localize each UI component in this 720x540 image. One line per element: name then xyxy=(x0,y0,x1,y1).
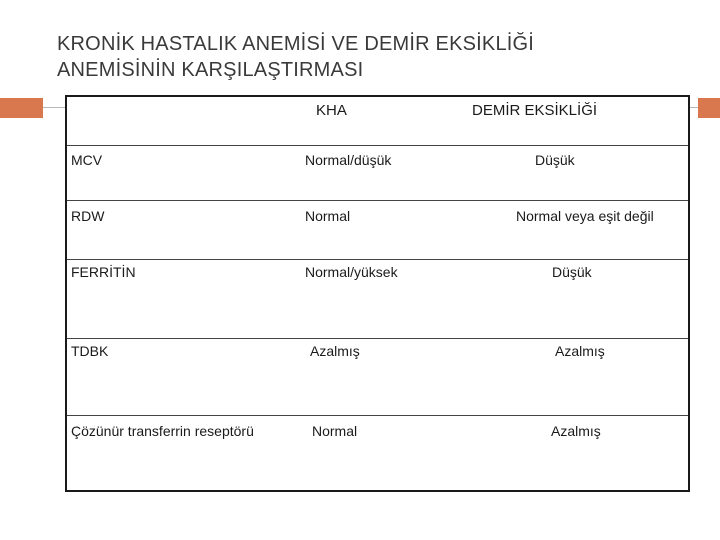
row-divider xyxy=(67,259,688,260)
cell-rdw-iron: Normal veya eşit değil xyxy=(516,208,654,224)
row-label-tdbk: TDBK xyxy=(71,343,109,359)
cell-mcv-kha: Normal/düşük xyxy=(305,152,392,168)
column-header-iron-deficiency: DEMİR EKSİKLİĞİ xyxy=(472,102,598,119)
cell-transferrin-iron: Azalmış xyxy=(551,423,601,439)
slide-title xyxy=(57,31,534,83)
cell-tdbk-kha: Azalmış xyxy=(310,343,360,359)
row-divider xyxy=(67,145,688,146)
row-label-transferrin-receptor: Çözünür transferrin reseptörü xyxy=(71,423,254,439)
row-divider xyxy=(67,200,688,201)
accent-bar-left xyxy=(0,98,43,118)
row-divider xyxy=(67,415,688,416)
row-label-ferritin: FERRİTİN xyxy=(71,264,136,280)
cell-ferritin-iron: Düşük xyxy=(552,264,592,280)
cell-rdw-kha: Normal xyxy=(305,208,351,224)
row-divider xyxy=(67,338,688,339)
slide-title-line-2: ANEMİSİNİN KARŞILAŞTIRMASI xyxy=(57,59,364,81)
column-header-kha: KHA xyxy=(316,102,347,119)
row-label-mcv: MCV xyxy=(71,152,103,168)
row-label-rdw: RDW xyxy=(71,208,105,224)
slide-title-line-1: KRONİK HASTALIK ANEMİSİ VE DEMİR EKSİKLİĞİ xyxy=(57,33,535,55)
cell-mcv-iron: Düşük xyxy=(535,152,575,168)
accent-bar-right xyxy=(698,98,720,118)
cell-ferritin-kha: Normal/yüksek xyxy=(305,264,398,280)
cell-transferrin-kha: Normal xyxy=(312,423,358,439)
comparison-table xyxy=(65,95,690,492)
cell-tdbk-iron: Azalmış xyxy=(555,343,605,359)
